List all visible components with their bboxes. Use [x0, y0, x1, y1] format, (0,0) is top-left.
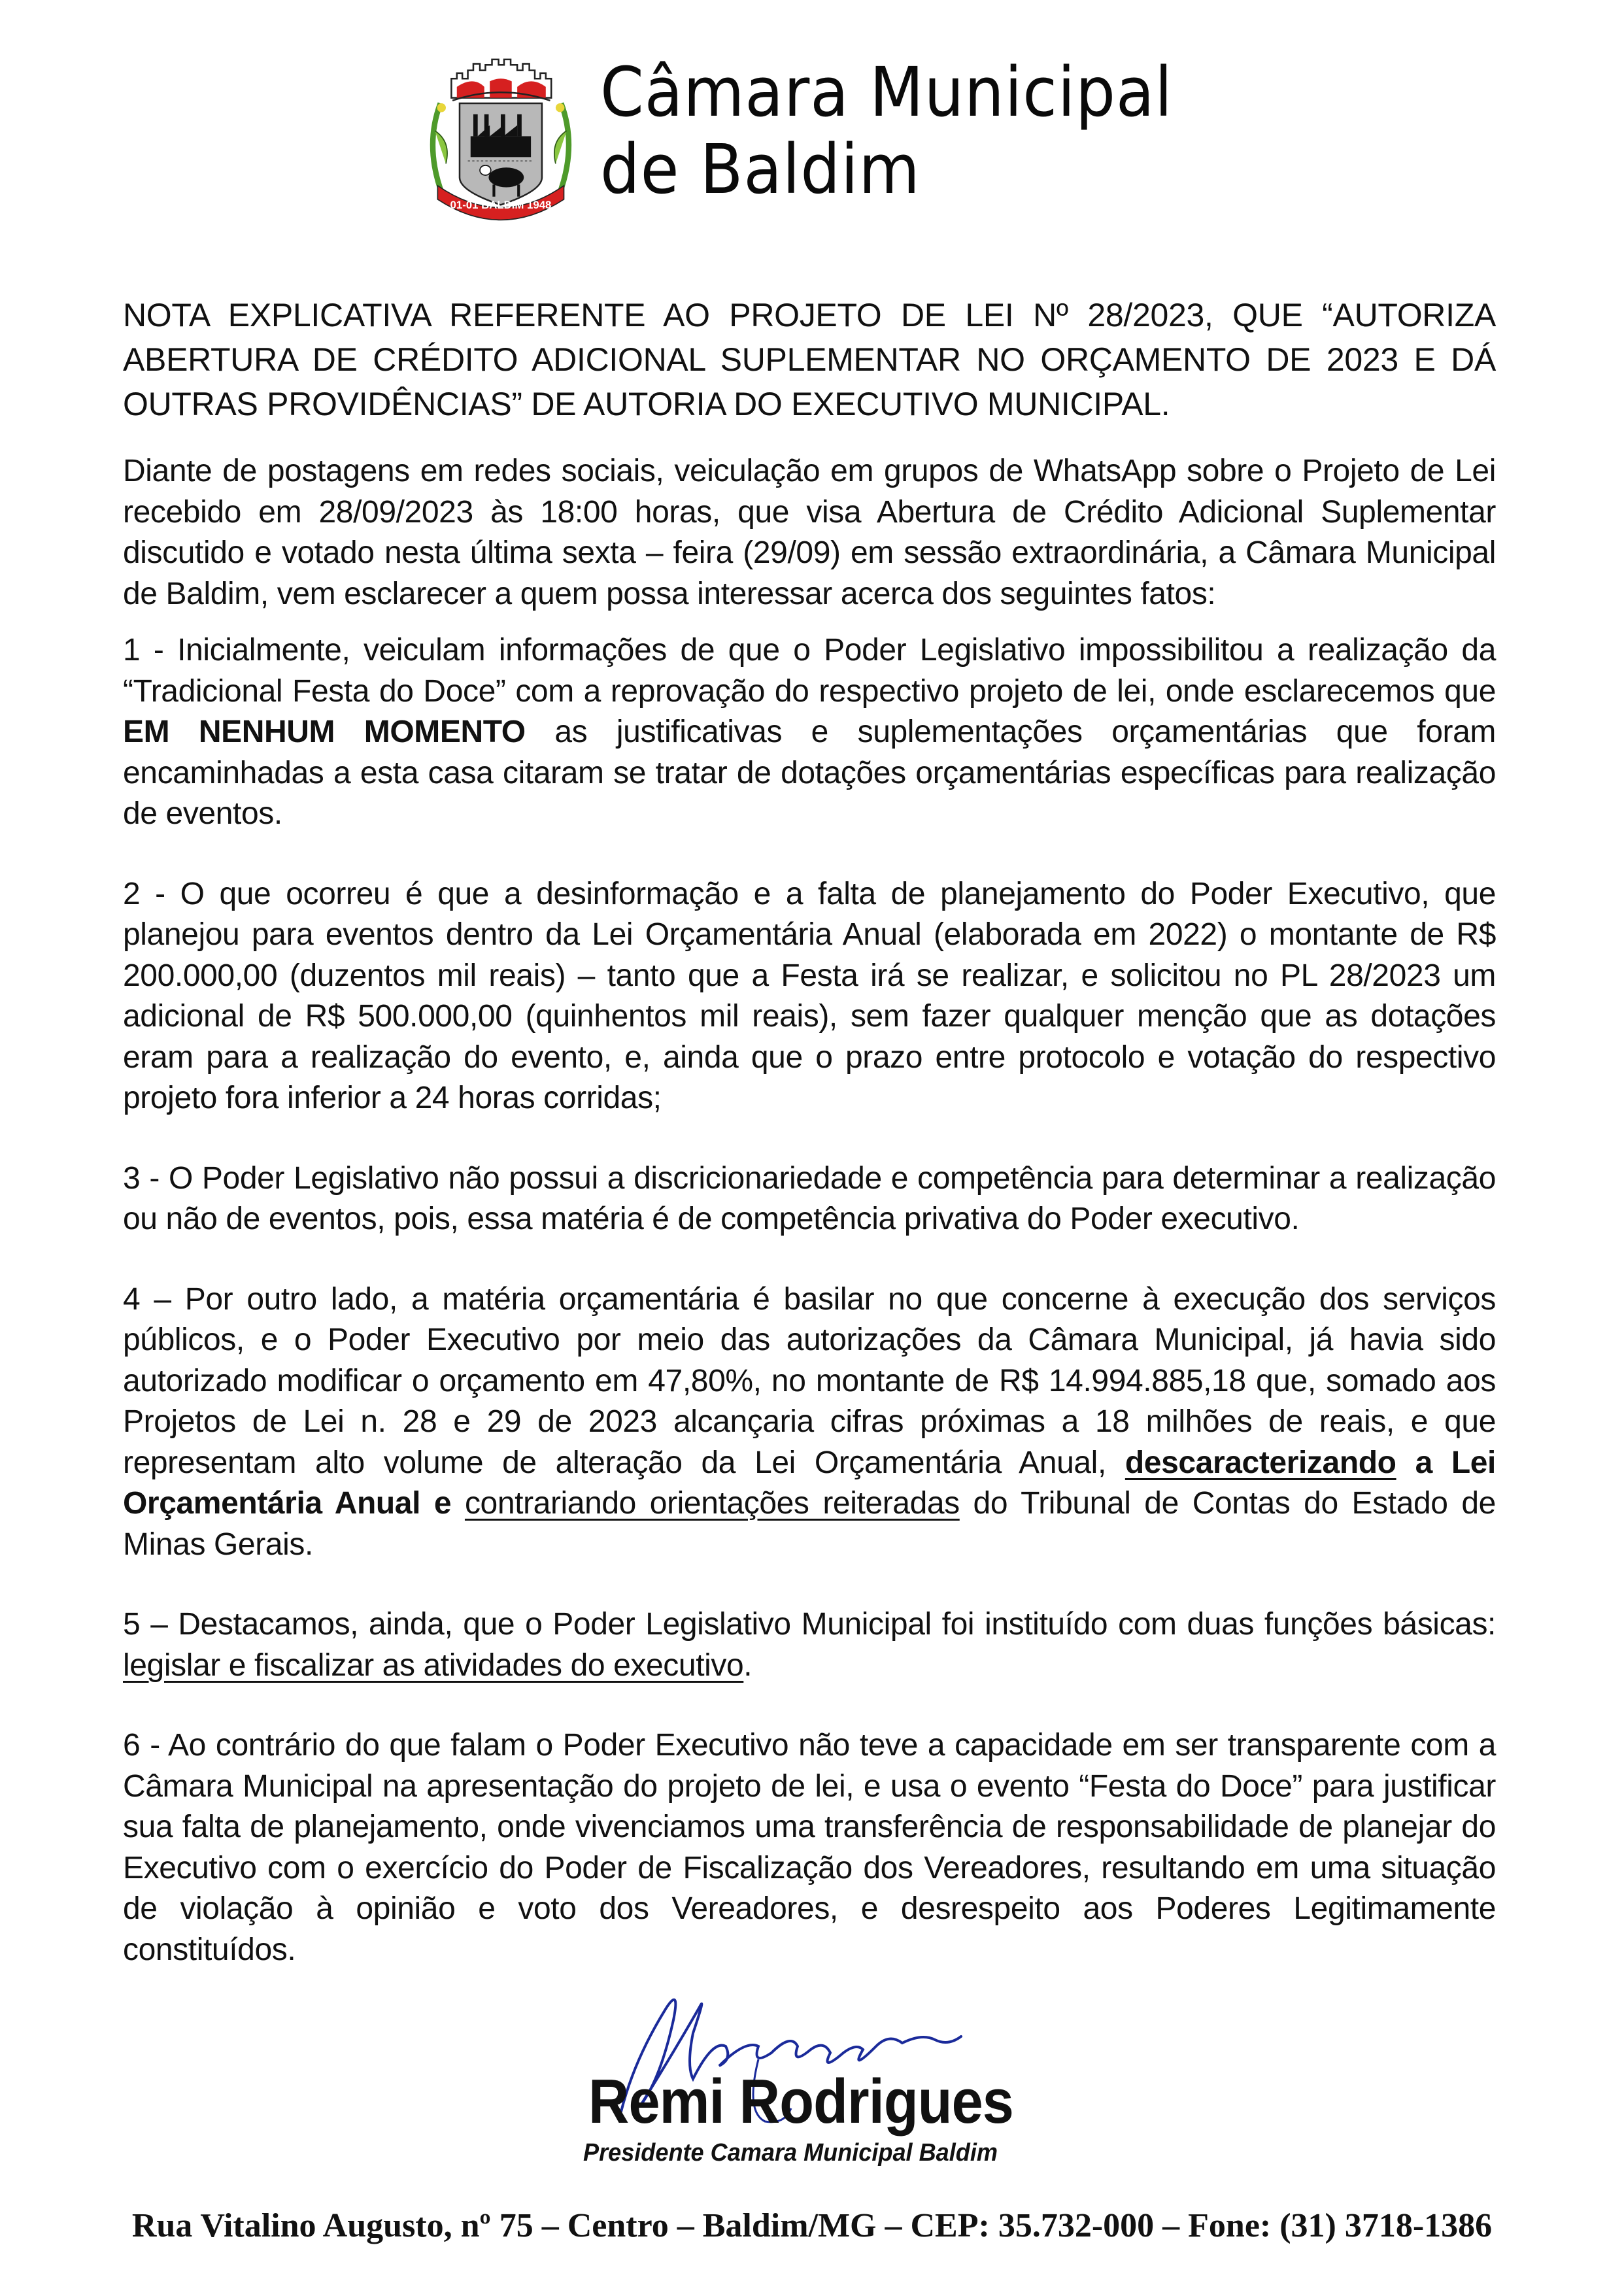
item-4-paragraph [123, 1279, 1496, 1566]
municipal-crest-logo [418, 33, 583, 229]
mural-crown [451, 59, 551, 101]
signer-title: Presidente Camara Municipal Baldim [583, 2139, 998, 2167]
org-name-line-1: Câmara Municipal [600, 52, 1173, 132]
item-1-emphasis: EM NENHUM MOMENTO [123, 715, 526, 749]
intro-paragraph: Diante de postagens em redes sociais, veiculação em grupos de WhatsApp sobre o Projeto de Lei recebido em 28/09/2023 às 18:00 horas, que visa Abertura de Crédito Adicional Suplementar discutido e votado nesta última sexta – feira (29/09) em sessão extraordinária, a Câmara Municipal de Baldim, vem esclarecer a quem possa interessar acerca dos seguintes fatos: [123, 454, 1496, 611]
item-4-bold-end: do Tribunal de Contas do Estado de Minas Gerais [123, 1486, 1496, 1562]
item-4-text: 4 – Por outro lado, a matéria orçamentária é basilar no que concerne à execução dos serviços públicos, e o Poder Executivo por meio das autorizações da Câmara Municipal, já havia sido autorizado modificar o orçamento em 47,80%, no montante de R$ 14.994.885,18 que, somado aos Projetos de Lei n. 28 e 29 de 2023 alcançaria cifras próximas a 18 milhões de reais, e que representam alto volume de alteração da Lei Orçamentária Anual, [123, 1281, 1496, 1480]
item-6-paragraph: 6 - Ao contrário do que falam o Poder Executivo não teve a capacidade em ser transparente com a Câmara Municipal na apresentação do projeto de lei, e usa o evento “Festa do Doce” para justificar sua falta de planejamento, onde vivenciamos uma transferência de responsabilidade de planejar do Executivo com o exercício do Poder de Fiscalização dos Vereadores, resultando em uma situação de violação à opinião e voto dos Vereadores, e desrespeito aos Poderes Legitimamente constituídos. [123, 1728, 1496, 1967]
document-title: NOTA EXPLICATIVA REFERENTE AO PROJETO DE LEI Nº 28/2023, QUE “AUTORIZA ABERTURA DE CRÉDITO ADICIONAL SUPLEMENTAR NO ORÇAMENTO DE 2023 E DÁ OUTRAS PROVIDÊNCIAS” DE AUTORIA DO EXECUTIVO MUNICIPAL. [123, 297, 1496, 422]
letterhead [418, 33, 1223, 229]
organization-name [600, 54, 1173, 208]
footer-address: Rua Vitalino Augusto, nº 75 – Centro – Baldim/MG – CEP: 35.732-000 – Fone: (31) 3718-1386 [131, 2207, 1493, 2244]
item-1-text: 1 - Inicialmente, veiculam informações de que o Poder Legislativo impossibilitou a realização da “Tradicional Festa do Doce” com a reprovação do respectivo projeto de lei, onde esclarecemos que [123, 633, 1496, 709]
document-body [123, 293, 1496, 1970]
item-4-bold-mid: a Lei Orçamentária Anual e [123, 1445, 1496, 1521]
signer-name: Remi Rodrigues [588, 2067, 1013, 2136]
signature-block [543, 1974, 1079, 2170]
item-4-emphasis-1: descaracterizando [1125, 1445, 1396, 1480]
item-1-text-end: as justificativas e suplementações orçamentárias que foram encaminhadas a esta casa citaram se tratar de dotações orçamentárias específicas para realização de eventos. [123, 715, 1496, 831]
item-5-emphasis: legislar e fiscalizar as atividades do executivo [123, 1647, 744, 1683]
item-3-paragraph: 3 - O Poder Legislativo não possui a discricionariedade e competência para determinar a realização ou não de eventos, pois, essa matéria é de competência privativa do Poder executivo. [123, 1160, 1496, 1236]
ribbon-text: 01-01 BALDIM 1948 [450, 199, 552, 212]
org-name-line-2: de Baldim [600, 129, 921, 209]
item-4-text-end: . [304, 1527, 313, 1562]
item-2-paragraph: 2 - O que ocorreu é que a desinformação e a falta de planejamento do Poder Executivo, que planejou para eventos dentro da Lei Orçamentária Anual (elaborada em 2022) o montante de R$ 200.000,00 (duzentos mil reais) – tanto que a Festa irá se realizar, e solicitou no PL 28/2023 um adicional de R$ 500.000,00 (quinhentos mil reais), sem fazer qualquer menção que as dotações eram para a realização do evento, e, ainda que o prazo entre protocolo e votação do respectivo projeto fora inferior a 24 horas corridas; [123, 876, 1496, 1115]
item-4-emphasis-2: contrariando orientações reiteradas [464, 1486, 960, 1521]
item-1-paragraph [123, 630, 1496, 835]
coat-of-arms-icon [418, 33, 583, 229]
item-5-text: 5 – Destacamos, ainda, que o Poder Legislativo Municipal foi instituído com duas funções básicas: [123, 1607, 1496, 1642]
item-5-text-end: . [743, 1647, 753, 1683]
item-5-paragraph [123, 1604, 1496, 1686]
